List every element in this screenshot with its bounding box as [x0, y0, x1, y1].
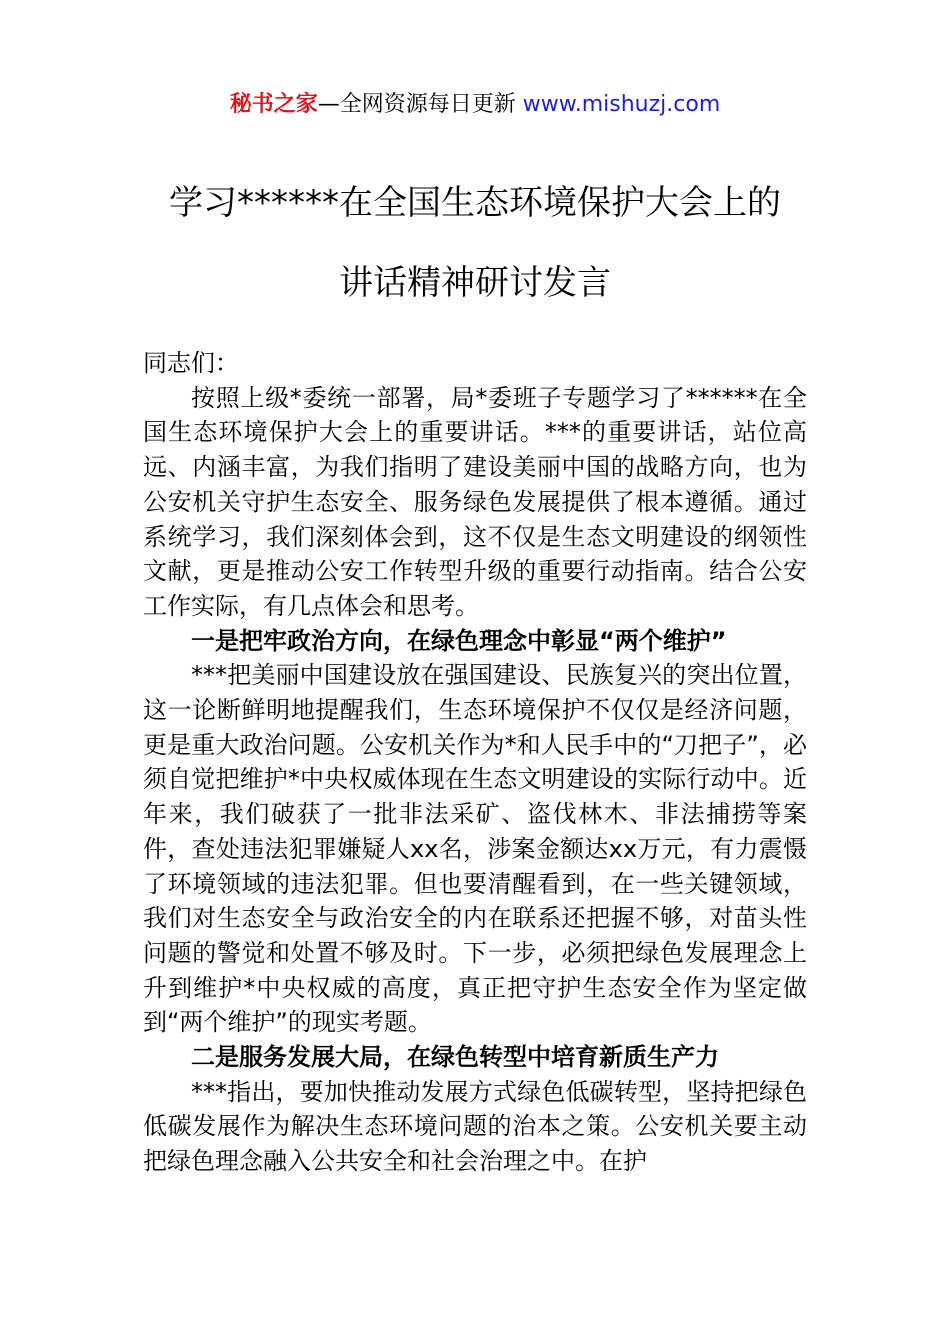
brand-name: 秘书之家 — [229, 92, 318, 117]
header-tagline: —全网资源每日更新 — [317, 92, 523, 117]
salutation: 同志们： — [143, 349, 239, 377]
section-heading-2: 二是服务发展大局，在绿色转型中培育新质生产力 — [191, 1043, 719, 1072]
site-url-link[interactable]: www.mishuzj.com — [522, 92, 721, 117]
title-line-2: 讲话精神研讨发言 — [339, 263, 611, 303]
intro-paragraph: 按照上级*委统一部署，局*委班子专题学习了******在全国生态环境保护大会上的重要讲话。***的重要讲话，站位高远、内涵丰富，为我们指明了建设美丽中国的战略方向，也为公安机关守护生态安全、服务绿色发展提供了根本遵循。通过系统学习，我们深刻体会到，这不仅是生态文明建设的纲领性文献，更是推动公安工作转型升级的重要行动指南。结合公安工作实际，有几点体会和思考。 — [143, 383, 807, 620]
title-line-1: 学习******在全国生态环境保护大会上的 — [169, 183, 781, 223]
section-2-paragraph: ***指出，要加快推动发展方式绿色低碳转型，坚持把绿色低碳发展作为解决生态环境问题的治本之策。公安机关要主动把绿色理念融入公共安全和社会治理之中。在护 — [143, 1077, 807, 1176]
section-heading-1: 一是把牢政治方向，在绿色理念中彰显“两个维护” — [191, 626, 727, 655]
document-title — [0, 182, 950, 304]
document-body — [143, 346, 807, 1179]
section-1-paragraph: ***把美丽中国建设放在强国建设、民族复兴的突出位置，这一论断鲜明地提醒我们，生态环境保护不仅仅是经济问题，更是重大政治问题。公安机关作为*和人民手中的“刀把子”，必须自觉把维护*中央权威体现在生态文明建设的实际行动中。近年来，我们破获了一批非法采矿、盗伐林木、非法捕捞等案件，查处违法犯罪嫌疑人xx名，涉案金额达xx万元，有力震慑了环境领域的违法犯罪。但也要清醒看到，在一些关键领域，我们对生态安全与政治安全的内在联系还把握不够，对苗头性问题的警觉和处置不够及时。下一步，必须把绿色发展理念上升到维护*中央权威的高度，真正把守护生态安全作为坚定做到“两个维护”的现实考题。 — [143, 661, 807, 1037]
site-header — [0, 88, 950, 122]
